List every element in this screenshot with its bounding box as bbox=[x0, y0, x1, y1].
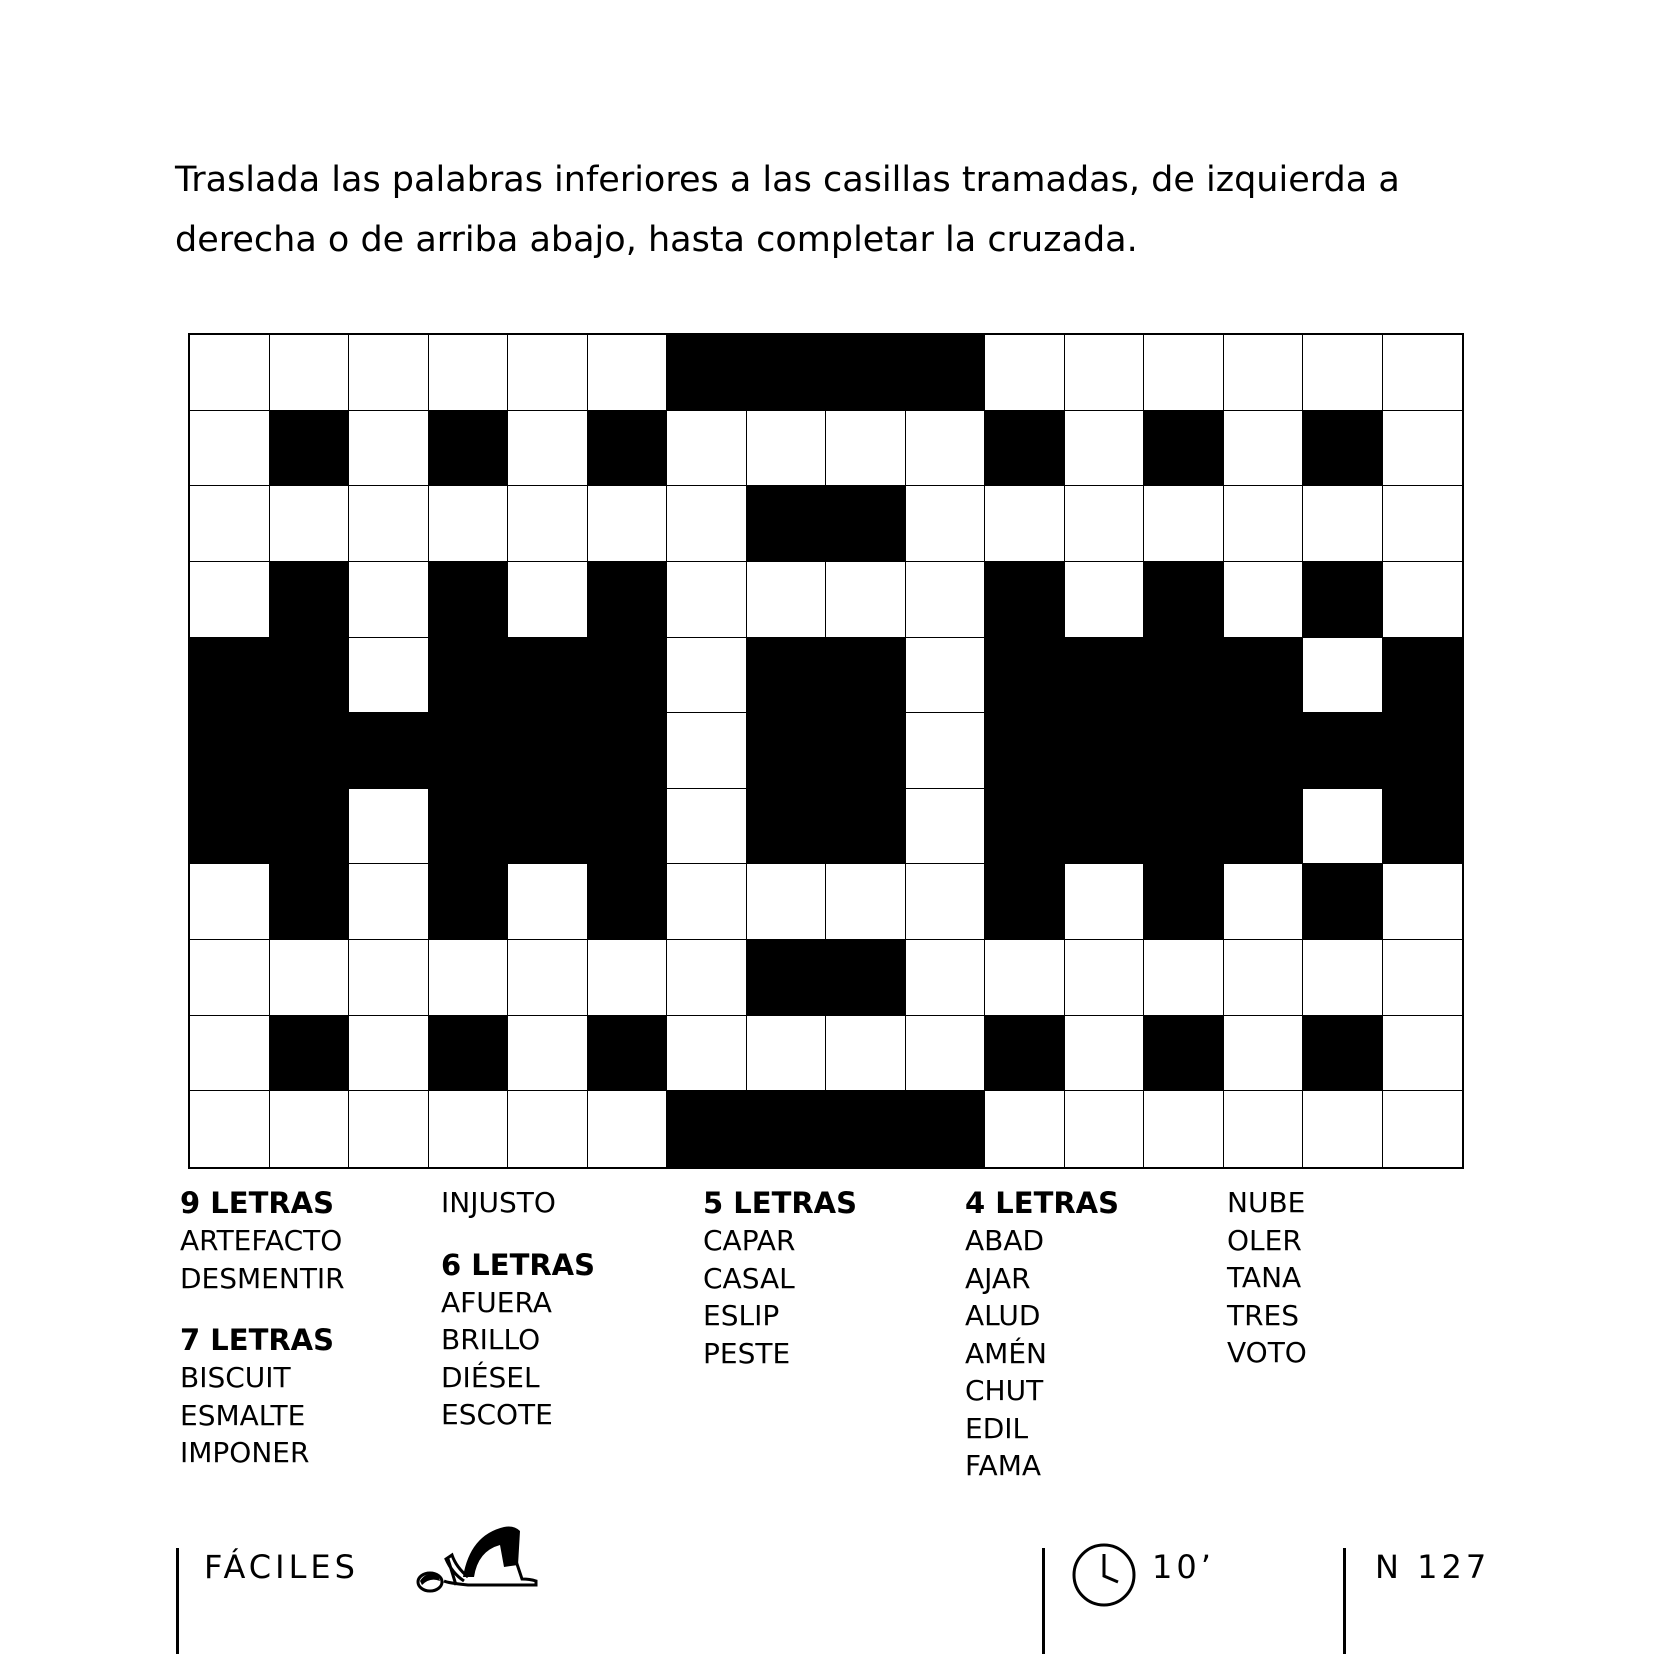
grid-cell[interactable] bbox=[1065, 1091, 1145, 1167]
black-cell bbox=[1144, 864, 1224, 940]
grid-cell[interactable] bbox=[906, 789, 986, 865]
grid-cell[interactable] bbox=[270, 1091, 350, 1167]
black-cell bbox=[508, 638, 588, 714]
word-group bbox=[965, 1184, 1119, 1485]
grid-cell[interactable] bbox=[1065, 1016, 1145, 1092]
black-cell bbox=[826, 713, 906, 789]
grid-cell[interactable] bbox=[906, 562, 986, 638]
group-title: 9 LETRAS bbox=[180, 1186, 335, 1220]
grid-cell[interactable] bbox=[1065, 335, 1145, 411]
grid-cell[interactable] bbox=[1224, 940, 1304, 1016]
grid-cell[interactable] bbox=[1224, 1091, 1304, 1167]
grid-cell[interactable] bbox=[349, 486, 429, 562]
word-item: OLER bbox=[1227, 1223, 1302, 1257]
grid-cell[interactable] bbox=[906, 713, 986, 789]
word-item: TRES bbox=[1227, 1298, 1300, 1332]
word-item: AMÉN bbox=[965, 1336, 1047, 1370]
word-column bbox=[441, 1184, 595, 1458]
black-cell bbox=[588, 1016, 668, 1092]
black-cell bbox=[429, 638, 509, 714]
word-item: DIÉSEL bbox=[441, 1360, 540, 1394]
grid-cell[interactable] bbox=[667, 789, 747, 865]
grid-cell[interactable] bbox=[1144, 1091, 1224, 1167]
grid-cell[interactable] bbox=[1383, 1091, 1463, 1167]
grid-cell[interactable] bbox=[1383, 335, 1463, 411]
black-cell bbox=[588, 789, 668, 865]
grid-cell[interactable] bbox=[667, 411, 747, 487]
black-cell bbox=[1224, 638, 1304, 714]
word-item: AJAR bbox=[965, 1261, 1031, 1295]
grid-cell[interactable] bbox=[508, 1016, 588, 1092]
grid-cell[interactable] bbox=[1224, 335, 1304, 411]
black-cell bbox=[1383, 789, 1463, 865]
black-cell bbox=[747, 789, 827, 865]
grid-cell[interactable] bbox=[826, 562, 906, 638]
grid-cell[interactable] bbox=[270, 486, 350, 562]
grid-cell[interactable] bbox=[1224, 1016, 1304, 1092]
word-item: FAMA bbox=[965, 1449, 1042, 1482]
black-cell bbox=[429, 789, 509, 865]
black-cell bbox=[270, 789, 350, 865]
time-label: 10’ bbox=[1152, 1548, 1215, 1586]
grid-cell[interactable] bbox=[349, 789, 429, 865]
grid-cell[interactable] bbox=[1383, 940, 1463, 1016]
grid-cell[interactable] bbox=[1383, 411, 1463, 487]
grid-cell[interactable] bbox=[826, 411, 906, 487]
grid-cell[interactable] bbox=[1144, 486, 1224, 562]
word-column bbox=[1227, 1184, 1307, 1396]
grid-cell[interactable] bbox=[1303, 940, 1383, 1016]
word-item: INJUSTO bbox=[441, 1186, 556, 1219]
black-cell bbox=[826, 335, 906, 411]
grid-cell[interactable] bbox=[588, 486, 668, 562]
grid-cell[interactable] bbox=[906, 864, 986, 940]
grid-cell[interactable] bbox=[429, 335, 509, 411]
black-cell bbox=[906, 335, 986, 411]
difficulty-label: FÁCILES bbox=[204, 1548, 359, 1586]
grid-cell[interactable] bbox=[667, 1016, 747, 1092]
grid-cell[interactable] bbox=[349, 1091, 429, 1167]
grid-cell[interactable] bbox=[349, 864, 429, 940]
black-cell bbox=[985, 1016, 1065, 1092]
word-item: CASAL bbox=[703, 1261, 795, 1295]
puzzle-number: N 127 bbox=[1375, 1548, 1491, 1586]
grid-cell[interactable] bbox=[508, 562, 588, 638]
grid-cell[interactable] bbox=[429, 486, 509, 562]
crossword-grid bbox=[188, 333, 1464, 1169]
black-cell bbox=[985, 411, 1065, 487]
footer-divider-left bbox=[176, 1548, 179, 1654]
black-cell bbox=[429, 713, 509, 789]
grid-cell[interactable] bbox=[190, 1091, 270, 1167]
black-cell bbox=[1065, 789, 1145, 865]
black-cell bbox=[1065, 638, 1145, 714]
black-cell bbox=[270, 411, 350, 487]
yoga-pose-icon bbox=[408, 1515, 543, 1595]
grid-cell[interactable] bbox=[1224, 562, 1304, 638]
grid-cell[interactable] bbox=[508, 1091, 588, 1167]
black-cell bbox=[270, 1016, 350, 1092]
black-cell bbox=[1303, 1016, 1383, 1092]
word-item: ESMALTE bbox=[180, 1398, 306, 1432]
black-cell bbox=[826, 789, 906, 865]
black-cell bbox=[747, 638, 827, 714]
group-title: 4 LETRAS bbox=[965, 1186, 1120, 1220]
grid-cell[interactable] bbox=[1065, 562, 1145, 638]
grid-cell[interactable] bbox=[747, 562, 827, 638]
black-cell bbox=[1383, 638, 1463, 714]
black-cell bbox=[1303, 411, 1383, 487]
black-cell bbox=[1144, 789, 1224, 865]
grid-cell[interactable] bbox=[349, 1016, 429, 1092]
black-cell bbox=[588, 864, 668, 940]
grid-cell[interactable] bbox=[826, 1016, 906, 1092]
black-cell bbox=[190, 789, 270, 865]
word-item: ESCOTE bbox=[441, 1398, 553, 1431]
word-item: ARTEFACTO bbox=[180, 1224, 343, 1257]
word-item: DESMENTIR bbox=[180, 1261, 345, 1295]
black-cell bbox=[667, 335, 747, 411]
black-cell bbox=[1303, 562, 1383, 638]
word-item: ESLIP bbox=[703, 1299, 780, 1332]
grid-cell[interactable] bbox=[1303, 1091, 1383, 1167]
black-cell bbox=[747, 335, 827, 411]
black-cell bbox=[985, 864, 1065, 940]
clock-icon bbox=[1071, 1542, 1137, 1608]
black-cell bbox=[429, 411, 509, 487]
black-cell bbox=[747, 486, 827, 562]
black-cell bbox=[985, 789, 1065, 865]
black-cell bbox=[429, 1016, 509, 1092]
grid-cell[interactable] bbox=[1224, 486, 1304, 562]
grid-cell[interactable] bbox=[190, 486, 270, 562]
grid-cell[interactable] bbox=[190, 864, 270, 940]
grid-cell[interactable] bbox=[349, 638, 429, 714]
grid-cell[interactable] bbox=[1383, 864, 1463, 940]
black-cell bbox=[826, 1091, 906, 1167]
grid-cell[interactable] bbox=[349, 940, 429, 1016]
black-cell bbox=[747, 1091, 827, 1167]
grid-cell[interactable] bbox=[429, 1091, 509, 1167]
word-column bbox=[703, 1184, 857, 1396]
grid-cell[interactable] bbox=[1144, 335, 1224, 411]
word-item: ABAD bbox=[965, 1224, 1045, 1257]
word-group bbox=[180, 1321, 345, 1472]
black-cell bbox=[508, 789, 588, 865]
black-cell bbox=[1144, 638, 1224, 714]
grid-cell[interactable] bbox=[1303, 638, 1383, 714]
grid-cell[interactable] bbox=[270, 940, 350, 1016]
grid-cell[interactable] bbox=[1383, 486, 1463, 562]
grid-cell[interactable] bbox=[588, 940, 668, 1016]
word-item: CAPAR bbox=[703, 1224, 796, 1257]
footer-divider-right bbox=[1343, 1548, 1346, 1654]
grid-cell[interactable] bbox=[508, 940, 588, 1016]
grid-cell[interactable] bbox=[906, 486, 986, 562]
grid-cell[interactable] bbox=[985, 940, 1065, 1016]
grid-cell[interactable] bbox=[667, 864, 747, 940]
black-cell bbox=[588, 411, 668, 487]
black-cell bbox=[1144, 562, 1224, 638]
grid-cell[interactable] bbox=[508, 486, 588, 562]
black-cell bbox=[1303, 864, 1383, 940]
grid-cell[interactable] bbox=[1383, 1016, 1463, 1092]
black-cell bbox=[826, 940, 906, 1016]
black-cell bbox=[747, 713, 827, 789]
word-item: IMPONER bbox=[180, 1436, 310, 1469]
instructions: Traslada las palabras inferiores a las casillas tramadas, de izquierda a derecha o de arriba abajo, hasta completar la cruzada. bbox=[175, 160, 1400, 260]
black-cell bbox=[190, 713, 270, 789]
grid-cell[interactable] bbox=[667, 562, 747, 638]
grid-cell[interactable] bbox=[1065, 486, 1145, 562]
black-cell bbox=[588, 638, 668, 714]
word-item: BRILLO bbox=[441, 1323, 541, 1356]
grid-cell[interactable] bbox=[826, 864, 906, 940]
black-cell bbox=[985, 713, 1065, 789]
black-cell bbox=[1144, 713, 1224, 789]
grid-cell[interactable] bbox=[985, 1091, 1065, 1167]
black-cell bbox=[1065, 713, 1145, 789]
footer-divider-middle bbox=[1042, 1548, 1045, 1654]
grid-cell[interactable] bbox=[588, 335, 668, 411]
group-title: 7 LETRAS bbox=[180, 1323, 335, 1357]
black-cell bbox=[270, 864, 350, 940]
black-cell bbox=[747, 940, 827, 1016]
word-group bbox=[1227, 1184, 1307, 1372]
black-cell bbox=[270, 713, 350, 789]
word-item: ALUD bbox=[965, 1299, 1041, 1332]
grid-cell[interactable] bbox=[190, 335, 270, 411]
black-cell bbox=[1144, 411, 1224, 487]
black-cell bbox=[985, 638, 1065, 714]
word-item: AFUERA bbox=[441, 1285, 552, 1319]
word-item: TANA bbox=[1227, 1261, 1302, 1294]
grid-cell[interactable] bbox=[906, 411, 986, 487]
black-cell bbox=[1303, 713, 1383, 789]
grid-cell[interactable] bbox=[906, 1016, 986, 1092]
grid-cell[interactable] bbox=[1224, 864, 1304, 940]
word-item: BISCUIT bbox=[180, 1361, 291, 1394]
word-group bbox=[180, 1184, 345, 1297]
grid-cell[interactable] bbox=[747, 864, 827, 940]
black-cell bbox=[826, 638, 906, 714]
black-cell bbox=[190, 638, 270, 714]
black-cell bbox=[429, 562, 509, 638]
black-cell bbox=[1224, 713, 1304, 789]
word-item: NUBE bbox=[1227, 1186, 1306, 1219]
grid-cell[interactable] bbox=[667, 713, 747, 789]
grid-cell[interactable] bbox=[429, 940, 509, 1016]
grid-cell[interactable] bbox=[588, 1091, 668, 1167]
grid-cell[interactable] bbox=[349, 562, 429, 638]
word-group bbox=[441, 1246, 595, 1434]
grid-cell[interactable] bbox=[190, 411, 270, 487]
grid-cell[interactable] bbox=[1065, 864, 1145, 940]
grid-cell[interactable] bbox=[1303, 335, 1383, 411]
grid-cell[interactable] bbox=[349, 411, 429, 487]
black-cell bbox=[985, 562, 1065, 638]
black-cell bbox=[270, 562, 350, 638]
grid-cell[interactable] bbox=[747, 1016, 827, 1092]
grid-cell[interactable] bbox=[190, 1016, 270, 1092]
grid-cell[interactable] bbox=[1144, 940, 1224, 1016]
grid-cell[interactable] bbox=[1303, 789, 1383, 865]
grid-cell[interactable] bbox=[508, 864, 588, 940]
black-cell bbox=[429, 864, 509, 940]
black-cell bbox=[588, 713, 668, 789]
black-cell bbox=[508, 713, 588, 789]
word-group bbox=[703, 1184, 857, 1372]
grid-cell[interactable] bbox=[508, 335, 588, 411]
grid-cell[interactable] bbox=[190, 940, 270, 1016]
group-title: 6 LETRAS bbox=[441, 1247, 596, 1282]
grid-cell[interactable] bbox=[667, 486, 747, 562]
grid-cell[interactable] bbox=[747, 411, 827, 487]
grid-cell[interactable] bbox=[1383, 562, 1463, 638]
grid-cell[interactable] bbox=[985, 486, 1065, 562]
black-cell bbox=[1144, 1016, 1224, 1092]
grid-cell[interactable] bbox=[667, 638, 747, 714]
word-column bbox=[965, 1184, 1119, 1509]
black-cell bbox=[906, 1091, 986, 1167]
word-item: CHUT bbox=[965, 1374, 1044, 1407]
grid-cell[interactable] bbox=[349, 335, 429, 411]
grid-cell[interactable] bbox=[270, 335, 350, 411]
word-group bbox=[441, 1184, 595, 1222]
word-item: EDIL bbox=[965, 1411, 1029, 1445]
grid-cell[interactable] bbox=[1303, 486, 1383, 562]
grid-cell[interactable] bbox=[1065, 411, 1145, 487]
grid-cell[interactable] bbox=[667, 940, 747, 1016]
grid-cell[interactable] bbox=[985, 335, 1065, 411]
word-column bbox=[180, 1184, 345, 1496]
black-cell bbox=[1224, 789, 1304, 865]
grid-cell[interactable] bbox=[508, 411, 588, 487]
word-item: VOTO bbox=[1227, 1336, 1307, 1369]
group-title: 5 LETRAS bbox=[703, 1186, 858, 1220]
grid-cell[interactable] bbox=[906, 638, 986, 714]
grid-cell[interactable] bbox=[1224, 411, 1304, 487]
black-cell bbox=[667, 1091, 747, 1167]
black-cell bbox=[270, 638, 350, 714]
black-cell bbox=[1383, 713, 1463, 789]
black-cell bbox=[826, 486, 906, 562]
black-cell bbox=[349, 713, 429, 789]
grid-cell[interactable] bbox=[190, 562, 270, 638]
black-cell bbox=[588, 562, 668, 638]
grid-cell[interactable] bbox=[906, 940, 986, 1016]
grid-cell[interactable] bbox=[1065, 940, 1145, 1016]
word-item: PESTE bbox=[703, 1336, 791, 1370]
